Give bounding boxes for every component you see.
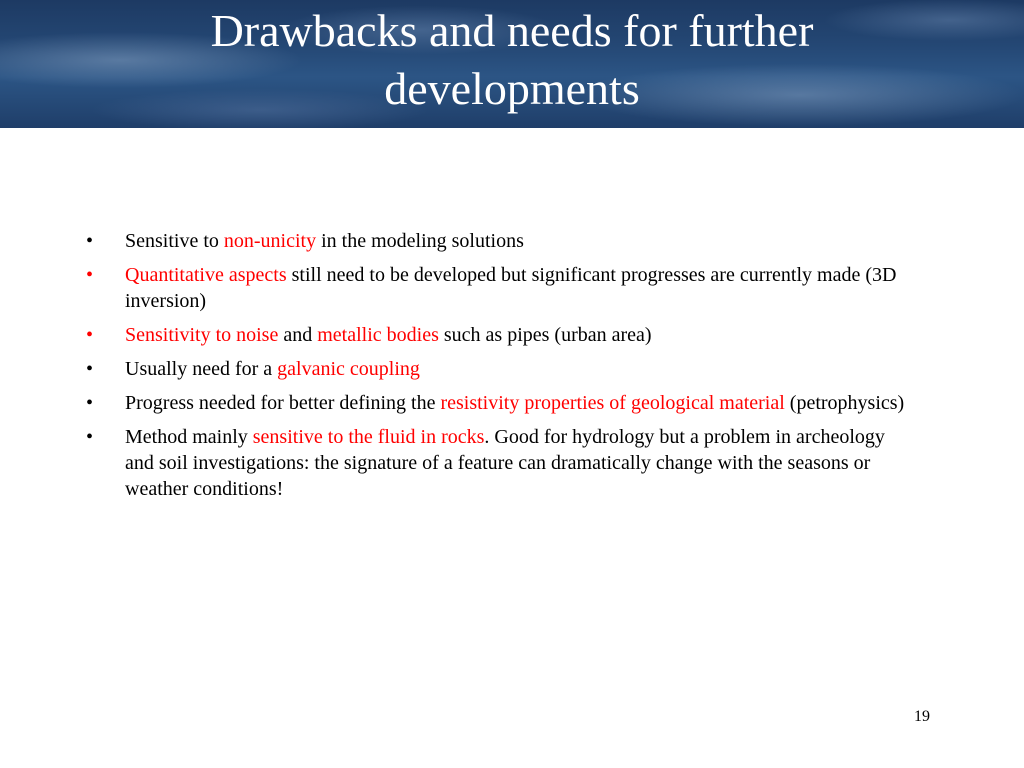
highlighted-text: metallic bodies — [317, 324, 439, 346]
bullet-text: in the modeling solutions — [316, 230, 524, 252]
bullet-text: and — [278, 324, 318, 346]
bullet-item — [84, 322, 914, 348]
slide-title — [0, 2, 1024, 118]
bullet-mark: • — [86, 230, 94, 252]
bullet-mark: • — [86, 392, 94, 414]
bullet-text: Sensitive to — [125, 230, 224, 252]
highlighted-text: Sensitivity to noise — [125, 324, 279, 346]
bullet-item — [84, 262, 914, 314]
bullet-text: . Good for hydrology but a problem in archeology and soil investigations: the signature of a feature can dramatically change with the seasons or weather conditions! — [125, 426, 885, 500]
highlighted-text: sensitive to the fluid in rocks — [252, 426, 485, 448]
bullet-mark: • — [86, 264, 94, 286]
bullet-list — [84, 228, 914, 510]
bullet-text: Progress needed for better defining the — [125, 392, 441, 414]
highlighted-text: non-unicity — [223, 230, 317, 252]
highlighted-text: resistivity properties of geological material — [440, 392, 785, 414]
bullet-text: Usually need for a — [125, 358, 278, 380]
bullet-item — [84, 390, 914, 416]
slide-title-line-2: developments — [384, 63, 640, 114]
bullet-item — [84, 228, 914, 254]
bullet-text: still need to be developed but significant progresses are currently made (3D inversion) — [125, 264, 897, 312]
bullet-text: (petrophysics) — [784, 392, 905, 414]
bullet-mark: • — [86, 358, 94, 380]
bullet-mark: • — [86, 426, 94, 448]
bullet-item — [84, 356, 914, 382]
slide-title-line-1: Drawbacks and needs for further — [210, 5, 814, 56]
page-number: 19 — [914, 708, 930, 725]
bullet-mark: • — [86, 324, 94, 346]
bullet-item — [84, 424, 914, 502]
highlighted-text: galvanic coupling — [277, 358, 420, 380]
bullet-text: Method mainly — [125, 426, 253, 448]
highlighted-text: Quantitative aspects — [125, 264, 287, 286]
bullet-text: such as pipes (urban area) — [438, 324, 652, 346]
title-banner — [0, 0, 1024, 128]
